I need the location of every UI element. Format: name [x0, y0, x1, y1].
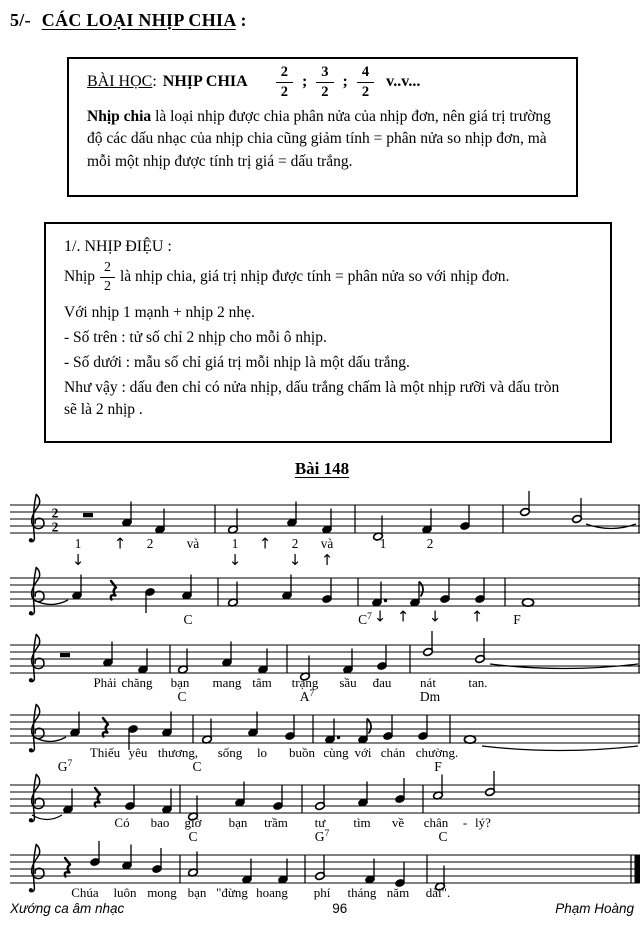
- beat-count: và: [320, 536, 334, 551]
- chord-symbol: C: [188, 829, 198, 844]
- chord-symbol: $A^7$: [299, 689, 315, 704]
- lyric-syllable: trạng: [291, 675, 319, 690]
- chord-symbol: C: [177, 689, 187, 704]
- note-q: [322, 578, 333, 603]
- lyric-syllable: Thiếu: [89, 745, 121, 760]
- augmentation-dot: [337, 736, 340, 739]
- note-qrest: [103, 718, 108, 737]
- note-q: [377, 645, 388, 670]
- note-h: [315, 855, 326, 880]
- tie: [482, 746, 638, 751]
- lyric-syllable: bạn: [170, 675, 190, 690]
- lyric-syllable: phí: [313, 885, 331, 900]
- lyric-syllable: chán: [380, 745, 406, 760]
- lyric-syllable: lo: [256, 745, 268, 760]
- note-q: [122, 845, 133, 870]
- beat-arrow-up-icon: ↑: [396, 607, 410, 626]
- lesson-label: BÀI HỌC: [87, 73, 153, 90]
- lyric-syllable: thương,: [157, 745, 199, 760]
- lyric-syllable: chường.: [415, 745, 459, 760]
- rhythm-line-3: - Số trên : tử số chỉ 2 nhịp cho mỗi ô nhịp.: [64, 328, 327, 346]
- lesson-body-text: là loại nhịp được chia phân nửa của nhịp đơn, nên giá trị trường độ các dấu nhạc của nhịp chia cũng giảm tính = phân nửa so nhịp đơn, mà mỗi một nhịp được tính trị giá = dấu trắng.: [87, 108, 551, 170]
- note-w: [522, 599, 533, 606]
- beat-arrow-up-icon: ↑: [470, 607, 484, 626]
- note-h: [423, 631, 434, 656]
- note-q: [152, 848, 163, 873]
- beat-arrow-down-icon: ↓: [373, 607, 387, 626]
- lyric-syllable: tháng: [347, 885, 377, 900]
- lyric-syllable: chăng: [121, 675, 153, 690]
- note-q: [395, 862, 406, 887]
- chord-symbol: C: [192, 759, 202, 774]
- lyric-syllable: tìm: [353, 815, 371, 830]
- footer: [10, 901, 634, 916]
- note-q: [395, 778, 406, 803]
- beat-arrow-down-icon: ↓: [228, 551, 242, 569]
- rhythm-line-4: - Số dưới : mẫu số chỉ giá trị mỗi nhịp là một dấu trắng.: [64, 353, 410, 371]
- staff-svg: [10, 771, 640, 849]
- title-colon: :: [235, 10, 247, 30]
- final-barline: [635, 855, 641, 883]
- lyric-syllable: tâm: [252, 675, 272, 690]
- treble-clef-icon: [29, 845, 44, 893]
- note-h: [520, 491, 531, 516]
- beat-count: 2: [291, 536, 299, 551]
- note-q: [285, 715, 296, 740]
- staff-svg: [10, 631, 640, 709]
- footer-page-number: 96: [332, 901, 348, 916]
- lyric-syllable: Có: [114, 815, 130, 830]
- lyric-syllable: tư: [314, 815, 326, 830]
- beat-arrow-up-icon: ↑: [320, 551, 334, 569]
- song-title: Bài 148: [294, 459, 350, 478]
- lyric-syllable: -: [462, 815, 468, 830]
- lyric-syllable: chân: [423, 815, 449, 830]
- lyric-syllable: hoang: [256, 885, 288, 900]
- tie: [32, 815, 62, 820]
- chord-symbol: Dm: [419, 689, 441, 704]
- staff-system-5: [10, 771, 640, 849]
- lyric-syllable: luôn: [113, 885, 137, 900]
- note-qrest: [65, 858, 70, 877]
- treble-clef-icon: [29, 495, 44, 543]
- note-h: [572, 498, 583, 523]
- treble-clef-icon: [29, 775, 44, 823]
- beat-count: 1: [231, 536, 239, 551]
- lyric-syllable: "đừng: [216, 885, 248, 900]
- note-hrest: [60, 653, 70, 657]
- lyric-syllable: bạn: [187, 885, 207, 900]
- note-q: [273, 785, 284, 810]
- note-q: [125, 785, 136, 810]
- note-w: [464, 736, 475, 743]
- lyric-syllable: đau: [372, 675, 392, 690]
- footer-book-title: Xướng ca âm nhạc: [10, 901, 125, 916]
- music-score: [10, 0, 640, 925]
- lyric-syllable: dài".: [425, 885, 451, 900]
- lyric-syllable: với: [354, 745, 372, 760]
- lyric-syllable: buồn: [289, 745, 315, 760]
- rhythm-line-5: Như vậy : dấu đen chỉ có nửa nhịp, dấu trắng chấm là một nhịp rưỡi và dấu tròn sẽ là 2 nhịp .: [64, 378, 560, 418]
- tie: [34, 600, 68, 605]
- note-qrest: [111, 581, 116, 600]
- semicolon: ;: [301, 73, 308, 90]
- beat-arrow-down-icon: ↓: [288, 551, 302, 569]
- tie: [34, 737, 66, 742]
- lyric-syllable: Phải: [93, 675, 117, 690]
- note-qrest: [95, 788, 100, 807]
- note-h: [433, 775, 444, 800]
- note-q: [475, 578, 486, 603]
- lyric-syllable: cùng: [323, 745, 349, 760]
- lyric-syllable: Chúa: [71, 885, 99, 900]
- lyric-syllable: bao: [150, 815, 170, 830]
- title-number: 5/-: [10, 10, 31, 30]
- lyric-syllable: lý?: [475, 815, 491, 830]
- time-signature-top: 2: [51, 505, 59, 521]
- beat-arrow-up-icon: ↑: [113, 534, 127, 553]
- staff-system-4: [10, 701, 640, 779]
- lyric-syllable: sầu: [339, 675, 357, 690]
- beat-arrow-down-icon: ↓: [428, 607, 442, 626]
- lyric-syllable: về: [391, 815, 405, 830]
- lyric-syllable: mang: [212, 675, 242, 690]
- note-h: [485, 771, 496, 796]
- note-h: [475, 638, 486, 663]
- semicolon: ;: [342, 73, 348, 90]
- lyric-syllable: nát: [420, 675, 436, 690]
- note-h: [315, 785, 326, 810]
- beat-count: 1: [379, 536, 387, 551]
- lesson-name: NHỊP CHIA: [162, 73, 248, 90]
- lyric-syllable: bạn: [228, 815, 248, 830]
- beat-count: và: [186, 536, 200, 551]
- beat-arrow-up-icon: ↑: [258, 534, 272, 553]
- treble-clef-icon: [29, 568, 44, 616]
- beat-arrow-down-icon: ↓: [71, 551, 85, 569]
- lyric-syllable: năm: [386, 885, 410, 900]
- staff-system-3: [10, 631, 640, 709]
- rhythm-line-1-pre: Nhịp: [64, 268, 95, 286]
- staff-system-1: [10, 491, 640, 569]
- time-signature-bottom: 2: [51, 519, 59, 535]
- staff-svg: [10, 701, 640, 779]
- etcetera: v..v...: [386, 73, 421, 90]
- note-hrest: [83, 513, 93, 517]
- title-text: CÁC LOẠI NHỊP CHIA: [41, 10, 236, 30]
- beat-count: 1: [74, 536, 82, 551]
- lyric-syllable: giờ: [184, 815, 202, 830]
- note-q: [440, 578, 451, 603]
- lesson-separator: :: [152, 73, 157, 90]
- chord-symbol: C: [183, 612, 193, 627]
- lesson-body-bold: Nhịp chia: [87, 108, 152, 125]
- chord-symbol: $G^7$: [314, 829, 330, 844]
- lyric-syllable: sống: [217, 745, 243, 760]
- lyric-syllable: yêu: [128, 745, 148, 760]
- fraction-4-2: $\frac{4}{2}$: [357, 65, 374, 99]
- chord-symbol: F: [513, 612, 521, 627]
- footer-author: Phạm Hoàng: [555, 901, 634, 916]
- chord-symbol: F: [434, 759, 442, 774]
- augmentation-dot: [384, 599, 387, 602]
- rhythm-heading: 1/. NHỊP ĐIỆU :: [64, 238, 172, 255]
- rhythm-line-2: Với nhịp 1 mạnh + nhịp 2 nhẹ.: [64, 303, 255, 321]
- chord-symbol: $C^7$: [358, 612, 372, 627]
- lyric-syllable: trầm: [264, 815, 288, 830]
- note-q: [90, 841, 101, 866]
- fraction-2-2: $\frac{2}{2}$: [276, 65, 293, 99]
- fraction-2-2: $\frac{2}{2}$: [100, 261, 115, 294]
- rhythm-line-1-post: là nhịp chia, giá trị nhịp được tính = phân nửa so với nhịp đơn.: [120, 268, 510, 286]
- fraction-3-2: $\frac{3}{2}$: [316, 65, 333, 99]
- lyric-syllable: tan.: [468, 675, 488, 690]
- beat-count: 2: [426, 536, 434, 551]
- chord-symbol: C: [438, 829, 448, 844]
- treble-clef-icon: [29, 705, 44, 753]
- beat-count: 2: [146, 536, 154, 551]
- staff-svg: [10, 491, 640, 569]
- note-q: [460, 505, 471, 530]
- note-q: [418, 715, 429, 740]
- chord-symbol: $G^7$: [57, 759, 73, 774]
- lyric-syllable: mong: [147, 885, 177, 900]
- note-q: [145, 588, 156, 613]
- note-q: [383, 715, 394, 740]
- treble-clef-icon: [29, 635, 44, 683]
